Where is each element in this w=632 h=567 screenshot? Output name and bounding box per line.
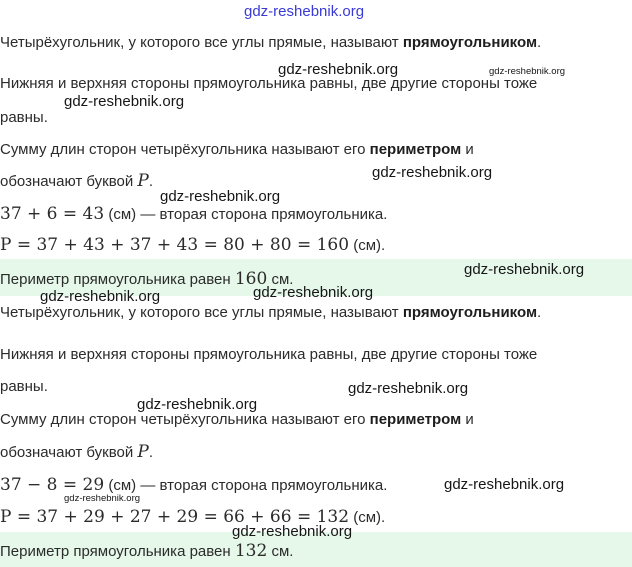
answer-line-2 — [0, 542, 293, 561]
watermark: gdz-reshebnik.org — [232, 523, 353, 540]
definition-line-2 — [0, 304, 541, 322]
answer-line-1 — [0, 270, 293, 289]
definition-term: прямоугольником — [402, 34, 538, 51]
sides-text-end: равны. — [0, 378, 48, 395]
definition-end: . — [537, 34, 542, 51]
sides-line-1b — [0, 109, 48, 127]
perimeter-letter: P — [137, 442, 149, 462]
answer-value: 160 — [234, 269, 268, 289]
calc-perimeter-unit: (см). — [349, 237, 386, 254]
watermark: gdz-reshebnik.org — [348, 380, 469, 397]
perimeter-def-text: Сумму длин сторон четырёхугольника называют его — [0, 141, 370, 158]
perimeter-term: периметром — [369, 411, 462, 428]
calc-side-unit: (см) — [104, 477, 137, 494]
calc-perimeter-expr: P = 37 + 29 + 27 + 29 = 66 + 66 = 132 — [0, 507, 350, 527]
perimeter-letter-line-2 — [0, 443, 153, 462]
watermark: gdz-reshebnik.org — [464, 261, 585, 278]
sides-line-1 — [0, 75, 537, 93]
answer-unit: см. — [267, 271, 294, 288]
perimeter-letter-text: обозначают буквой — [0, 444, 138, 461]
perimeter-def-text: Сумму длин сторон четырёхугольника называют его — [0, 411, 370, 428]
watermark: gdz-reshebnik.org — [40, 288, 161, 305]
sides-text-end: равны. — [0, 109, 48, 126]
answer-text: Периметр прямоугольника равен — [0, 543, 235, 560]
sides-line-2b — [0, 378, 48, 396]
calc-side-text: — вторая сторона прямоугольника. — [136, 206, 388, 223]
watermark: gdz-reshebnik.org — [278, 61, 399, 78]
watermark: gdz-reshebnik.org — [444, 476, 565, 493]
calc-side-line-2 — [0, 476, 387, 495]
answer-value: 132 — [234, 541, 268, 561]
answer-unit: см. — [267, 543, 294, 560]
calc-side-text: — вторая сторона прямоугольника. — [136, 477, 388, 494]
perimeter-letter-end: . — [148, 173, 154, 190]
calc-perimeter-expr: P = 37 + 43 + 37 + 43 = 80 + 80 = 160 — [0, 235, 350, 255]
calc-perimeter-unit: (см). — [349, 509, 386, 526]
watermark: gdz-reshebnik.org — [372, 164, 493, 181]
perimeter-def-line-2 — [0, 411, 474, 429]
perimeter-def-end: и — [461, 141, 474, 158]
sides-text: Нижняя и верхняя стороны прямоугольника равны, две другие стороны тоже — [0, 346, 538, 363]
watermark-top: gdz-reshebnik.org — [244, 3, 365, 20]
calc-side-line-1 — [0, 205, 387, 224]
watermark-small: gdz-reshebnik.org — [64, 493, 141, 504]
calc-side-unit: (см) — [104, 206, 137, 223]
definition-end: . — [537, 304, 542, 321]
perimeter-def-line-1 — [0, 141, 474, 159]
perimeter-def-end: и — [461, 411, 474, 428]
sides-line-2 — [0, 346, 537, 364]
watermark: gdz-reshebnik.org — [64, 93, 185, 110]
perimeter-letter: P — [137, 171, 149, 191]
sides-text: Нижняя и верхняя стороны прямоугольника равны, две другие стороны тоже — [0, 75, 538, 92]
watermark: gdz-reshebnik.org — [253, 284, 374, 301]
watermark: gdz-reshebnik.org — [160, 188, 281, 205]
perimeter-letter-line-1 — [0, 172, 153, 191]
definition-text: Четырёхугольник, у которого все углы прямые, называют — [0, 34, 403, 51]
perimeter-letter-text: обозначают буквой — [0, 173, 138, 190]
calc-side-expr: 37 − 8 = 29 — [0, 475, 105, 495]
watermark: gdz-reshebnik.org — [137, 396, 258, 413]
perimeter-term: периметром — [369, 141, 462, 158]
calc-side-expr: 37 + 6 = 43 — [0, 204, 105, 224]
definition-text: Четырёхугольник, у которого все углы прямые, называют — [0, 304, 403, 321]
perimeter-letter-end: . — [148, 444, 154, 461]
answer-text: Периметр прямоугольника равен — [0, 271, 235, 288]
watermark-small: gdz-reshebnik.org — [489, 66, 566, 77]
calc-perimeter-line-1 — [0, 236, 385, 255]
definition-term: прямоугольником — [402, 304, 538, 321]
definition-line-1 — [0, 34, 541, 52]
